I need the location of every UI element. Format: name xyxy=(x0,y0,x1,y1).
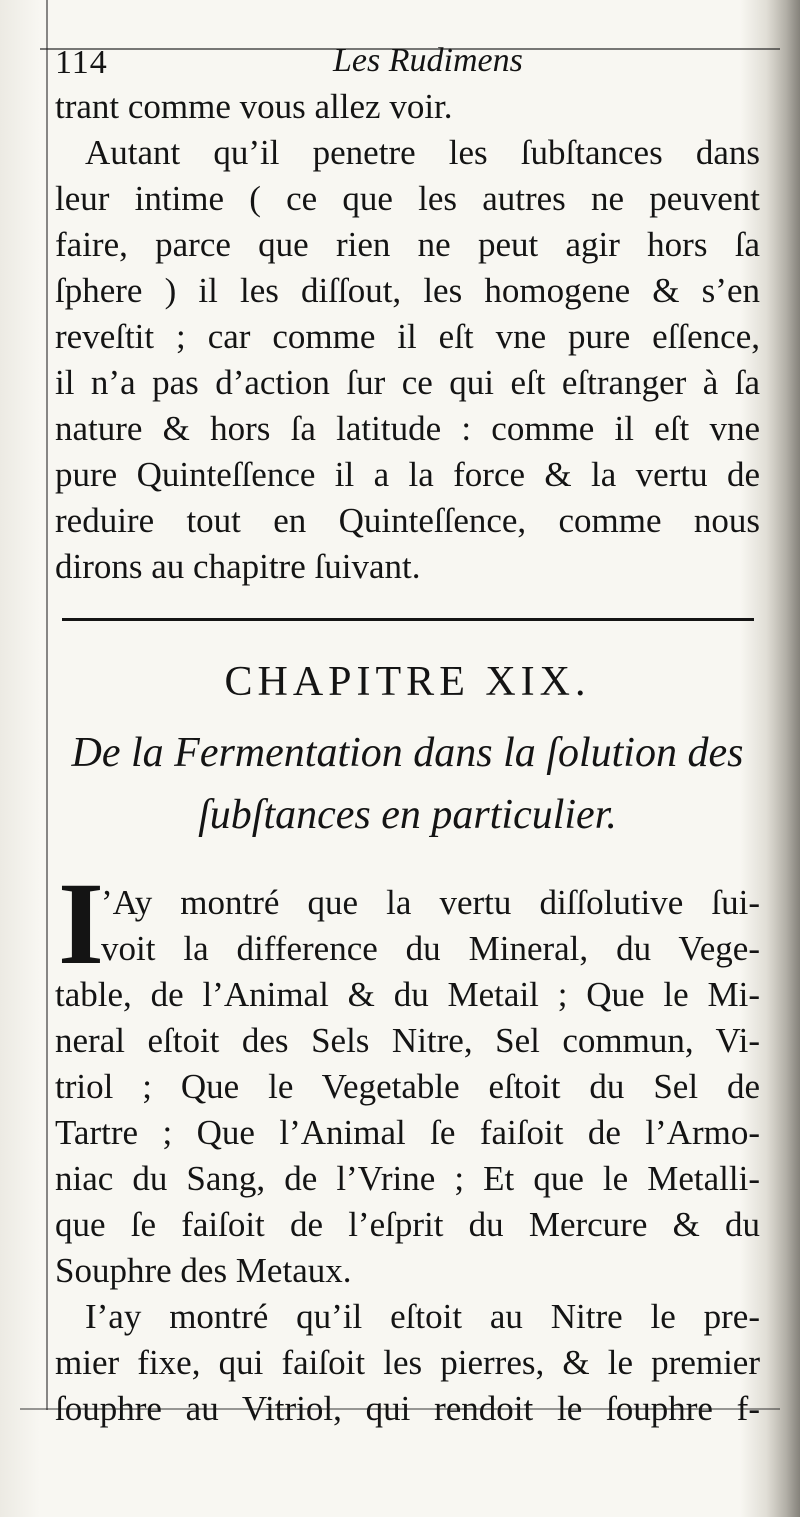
text-line: triol ; Que le Vegetable eſtoit du Sel de xyxy=(55,1067,760,1106)
text-line: Tartre ; Que l’Animal ſe faiſoit de l’Armo- xyxy=(55,1113,760,1152)
page-number: 114 xyxy=(55,44,108,81)
paragraph-top xyxy=(55,84,760,590)
subtitle-line: ſubſtances en particulier. xyxy=(198,792,617,838)
text-line: faire, parce que rien ne peut agir hors ſa xyxy=(55,225,760,264)
section-divider xyxy=(62,618,754,621)
text-line: ſouphre au Vitriol, qui rendoit le ſouphre f- xyxy=(55,1389,760,1428)
paragraph-main xyxy=(55,880,760,1432)
text-line: reduire tout en Quinteſſence, comme nous xyxy=(55,501,760,540)
text-line: il n’a pas d’action ſur ce qui eſt eſtranger à ſa xyxy=(55,363,760,402)
text-line: neral eſtoit des Sels Nitre, Sel commun, Vi- xyxy=(55,1021,760,1060)
text-line: table, de l’Animal & du Metail ; Que le Mi- xyxy=(55,975,760,1014)
running-head: Les Rudimens xyxy=(333,42,523,79)
chapter-title: CHAPITRE XIX. xyxy=(224,659,591,705)
text-line: trant comme vous allez voir. xyxy=(55,87,453,126)
text-line: niac du Sang, de l’Vrine ; Et que le Metalli- xyxy=(55,1159,760,1198)
text-line: voit la difference du Mineral, du Vege- xyxy=(101,929,760,968)
binding-shadow xyxy=(766,0,800,1517)
margin-rule xyxy=(46,0,48,1410)
text-line: que ſe faiſoit de l’eſprit du Mercure & du xyxy=(55,1205,760,1244)
drop-cap: I xyxy=(58,858,104,989)
chapter-subtitle xyxy=(55,722,760,846)
text-line: dirons au chapitre ſuivant. xyxy=(55,547,421,586)
text-line: mier fixe, qui faiſoit les pierres, & le premier xyxy=(55,1343,760,1382)
page-header xyxy=(55,40,755,90)
text-line: leur intime ( ce que les autres ne peuvent xyxy=(55,179,760,218)
text-line: ſphere ) il les diſſout, les homogene & s’en xyxy=(55,271,760,310)
subtitle-line: De la Fermentation dans la ſolution des xyxy=(71,730,744,776)
text-line: nature & hors ſa latitude : comme il eſt vne xyxy=(55,409,760,448)
text-line: ’Ay montré que la vertu diſſolutive ſui- xyxy=(101,883,760,922)
text-line: Autant qu’il penetre les ſubſtances dans xyxy=(85,133,760,172)
text-line: reveſtit ; car comme il eſt vne pure eſſence, xyxy=(55,317,760,356)
text-line: Souphre des Metaux. xyxy=(55,1251,352,1290)
text-line: pure Quinteſſence il a la force & la vertu de xyxy=(55,455,760,494)
text-line: I’ay montré qu’il eſtoit au Nitre le pre- xyxy=(85,1297,760,1336)
